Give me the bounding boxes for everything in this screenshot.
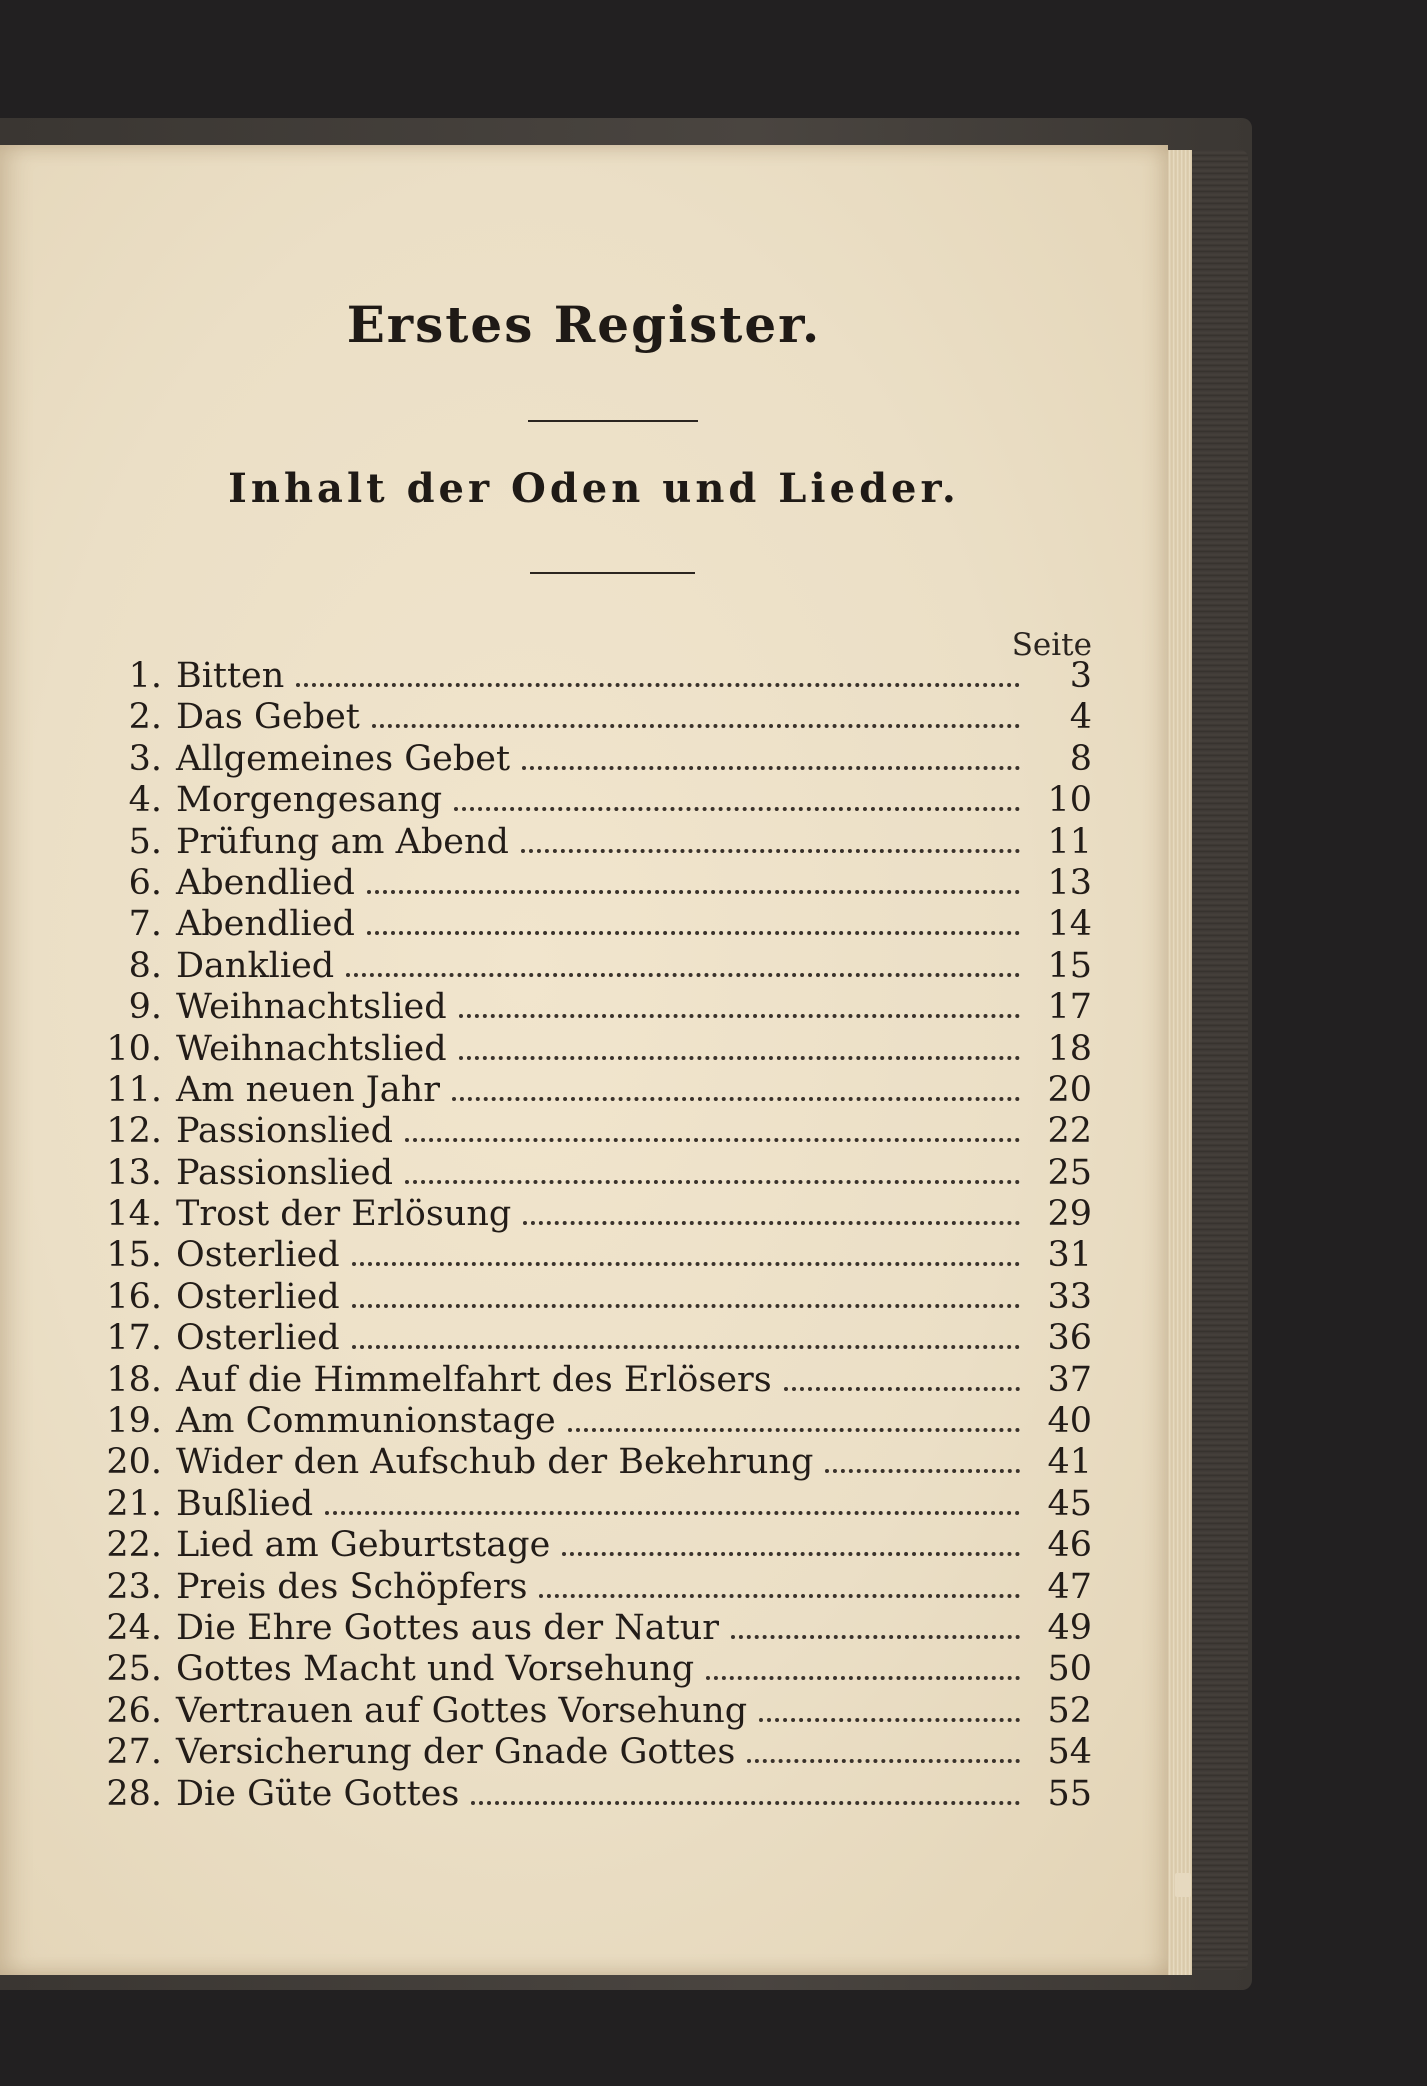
toc-entry bbox=[70, 1277, 1092, 1318]
entry-page: 15 bbox=[1047, 945, 1092, 986]
toc-entry bbox=[70, 1111, 1092, 1152]
dot-leader bbox=[346, 973, 1020, 977]
entry-page: 4 bbox=[1069, 697, 1092, 738]
entry-title: Passionslied bbox=[176, 1111, 394, 1152]
entry-page: 29 bbox=[1047, 1194, 1092, 1235]
toc-entry bbox=[70, 1029, 1092, 1070]
entry-page: 37 bbox=[1047, 1359, 1092, 1400]
entry-title: Danklied bbox=[176, 945, 335, 986]
toc-entry bbox=[70, 1194, 1092, 1235]
entry-title: Bußlied bbox=[176, 1483, 314, 1524]
entry-number: 13. bbox=[106, 1152, 162, 1193]
toc-entry bbox=[70, 1525, 1092, 1566]
entry-number: 20. bbox=[106, 1442, 162, 1483]
entry-number: 27. bbox=[106, 1732, 162, 1773]
entry-title: Auf die Himmelfahrt des Erlösers bbox=[176, 1359, 772, 1400]
toc-entry bbox=[70, 697, 1092, 738]
entry-title: Trost der Erlösung bbox=[176, 1194, 512, 1235]
dot-leader bbox=[539, 1594, 1020, 1598]
entry-page: 54 bbox=[1047, 1732, 1092, 1773]
entry-title: Weihnachtslied bbox=[176, 1028, 447, 1069]
entry-title: Abendlied bbox=[176, 862, 355, 903]
entry-page: 45 bbox=[1047, 1483, 1092, 1524]
entry-number: 1. bbox=[128, 656, 162, 696]
entry-page: 13 bbox=[1047, 862, 1092, 903]
entry-page: 31 bbox=[1047, 1235, 1092, 1276]
entry-title: Das Gebet bbox=[176, 697, 360, 738]
entry-title: Preis des Schöpfers bbox=[176, 1566, 528, 1607]
dot-leader bbox=[325, 1511, 1020, 1515]
entry-page: 22 bbox=[1047, 1111, 1092, 1152]
entry-number: 28. bbox=[106, 1773, 162, 1814]
toc-entry bbox=[70, 1484, 1092, 1525]
entry-title: Allgemeines Gebet bbox=[176, 738, 511, 779]
entry-page: 11 bbox=[1047, 821, 1092, 862]
dot-leader bbox=[706, 1676, 1020, 1680]
toc-entry bbox=[70, 1732, 1092, 1773]
entry-title: Lied am Geburtstage bbox=[176, 1525, 551, 1566]
entry-number: 9. bbox=[128, 987, 162, 1028]
dot-leader bbox=[459, 1014, 1020, 1018]
entry-number: 25. bbox=[106, 1649, 162, 1690]
page-column-label: Seite bbox=[1011, 627, 1092, 663]
toc-entry bbox=[70, 1567, 1092, 1608]
toc-entry bbox=[70, 1235, 1092, 1276]
entry-number: 17. bbox=[106, 1318, 162, 1359]
toc-entry bbox=[70, 1153, 1092, 1194]
entry-page: 50 bbox=[1047, 1649, 1092, 1690]
entry-title: Am neuen Jahr bbox=[176, 1069, 440, 1110]
cover-spine-edge bbox=[1188, 150, 1248, 1970]
dot-leader bbox=[352, 1345, 1020, 1349]
entry-number: 18. bbox=[106, 1359, 162, 1400]
entry-title: Die Ehre Gottes aus der Natur bbox=[176, 1607, 720, 1648]
toc-entry bbox=[70, 1401, 1092, 1442]
dot-leader bbox=[521, 849, 1020, 853]
dot-leader bbox=[522, 766, 1020, 770]
entry-title: Osterlied bbox=[176, 1318, 340, 1359]
dot-leader bbox=[367, 890, 1020, 894]
entry-page: 33 bbox=[1047, 1276, 1092, 1317]
dot-leader bbox=[459, 1056, 1020, 1060]
entry-number: 16. bbox=[106, 1276, 162, 1317]
entry-number: 10. bbox=[106, 1028, 162, 1069]
entry-number: 23. bbox=[106, 1566, 162, 1607]
dot-leader bbox=[405, 1138, 1020, 1142]
entry-number: 5. bbox=[128, 821, 162, 862]
toc-entry bbox=[70, 1070, 1092, 1111]
toc-entry bbox=[70, 1318, 1092, 1359]
dot-leader bbox=[352, 1304, 1020, 1308]
entry-title: Vertrauen auf Gottes Vorsehung bbox=[176, 1690, 748, 1731]
dot-leader bbox=[747, 1759, 1020, 1763]
toc-entry bbox=[70, 1774, 1092, 1815]
toc-entry bbox=[70, 904, 1092, 945]
entry-page: 18 bbox=[1047, 1028, 1092, 1069]
toc-entry bbox=[70, 1360, 1092, 1401]
toc-entry bbox=[70, 1608, 1092, 1649]
toc-entry bbox=[70, 987, 1092, 1028]
entry-number: 6. bbox=[128, 862, 162, 903]
entry-title: Versicherung der Gnade Gottes bbox=[176, 1732, 736, 1773]
dot-leader bbox=[454, 807, 1020, 811]
dot-leader bbox=[452, 1097, 1020, 1101]
entry-page: 25 bbox=[1047, 1152, 1092, 1193]
entry-title: Passionslied bbox=[176, 1152, 394, 1193]
entry-page: 40 bbox=[1047, 1401, 1092, 1442]
entry-title: Abendlied bbox=[176, 904, 355, 945]
toc-entry bbox=[70, 863, 1092, 904]
entry-page: 46 bbox=[1047, 1525, 1092, 1566]
dot-leader bbox=[296, 683, 1020, 687]
toc-entry bbox=[70, 946, 1092, 987]
entry-page: 36 bbox=[1047, 1318, 1092, 1359]
toc-entry bbox=[70, 739, 1092, 780]
entry-page: 49 bbox=[1047, 1607, 1092, 1648]
entry-number: 14. bbox=[106, 1194, 162, 1235]
entry-number: 24. bbox=[106, 1607, 162, 1648]
entry-page: 3 bbox=[1069, 656, 1092, 696]
entry-number: 21. bbox=[106, 1483, 162, 1524]
entry-page: 41 bbox=[1047, 1442, 1092, 1483]
toc-entry bbox=[70, 780, 1092, 821]
entry-title: Morgengesang bbox=[176, 780, 443, 821]
entry-title: Osterlied bbox=[176, 1276, 340, 1317]
dot-leader bbox=[759, 1718, 1020, 1722]
toc-entry bbox=[70, 1649, 1092, 1690]
entry-number: 3. bbox=[128, 738, 162, 779]
entry-title: Bitten bbox=[176, 656, 285, 696]
dot-leader bbox=[405, 1180, 1020, 1184]
toc-entry bbox=[70, 656, 1092, 697]
title-divider bbox=[528, 420, 698, 422]
entry-number: 22. bbox=[106, 1525, 162, 1566]
dot-leader bbox=[568, 1428, 1020, 1432]
entry-page: 14 bbox=[1047, 904, 1092, 945]
toc-entry bbox=[70, 822, 1092, 863]
entry-page: 20 bbox=[1047, 1069, 1092, 1110]
dot-leader bbox=[523, 1221, 1020, 1225]
entry-number: 26. bbox=[106, 1690, 162, 1731]
dot-leader bbox=[471, 1801, 1020, 1805]
entry-page: 55 bbox=[1047, 1773, 1092, 1814]
entry-number: 12. bbox=[106, 1111, 162, 1152]
entry-page: 10 bbox=[1047, 780, 1092, 821]
page-title: Erstes Register. bbox=[346, 295, 822, 354]
dot-leader bbox=[352, 1262, 1020, 1266]
entry-number: 19. bbox=[106, 1401, 162, 1442]
entry-number: 4. bbox=[128, 780, 162, 821]
entry-title: Die Güte Gottes bbox=[176, 1773, 460, 1814]
page-corner-tab bbox=[1175, 1873, 1191, 1897]
table-of-contents bbox=[70, 656, 1092, 1815]
entry-title: Osterlied bbox=[176, 1235, 340, 1276]
entry-number: 8. bbox=[128, 945, 162, 986]
entry-title: Gottes Macht und Vorsehung bbox=[176, 1649, 695, 1690]
book-page bbox=[0, 145, 1168, 1975]
entry-number: 15. bbox=[106, 1235, 162, 1276]
entry-number: 11. bbox=[106, 1069, 162, 1110]
entry-number: 7. bbox=[128, 904, 162, 945]
entry-page: 52 bbox=[1047, 1690, 1092, 1731]
entry-page: 47 bbox=[1047, 1566, 1092, 1607]
dot-leader bbox=[367, 931, 1020, 935]
entry-page: 17 bbox=[1047, 987, 1092, 1028]
entry-number: 2. bbox=[128, 697, 162, 738]
entry-page: 8 bbox=[1069, 738, 1092, 779]
page-subtitle: Inhalt der Oden und Lieder. bbox=[228, 465, 960, 512]
entry-title: Am Communionstage bbox=[176, 1401, 556, 1442]
dot-leader bbox=[731, 1635, 1020, 1639]
subtitle-divider bbox=[530, 572, 695, 574]
dot-leader bbox=[825, 1469, 1020, 1473]
dot-leader bbox=[784, 1387, 1020, 1391]
toc-entry bbox=[70, 1442, 1092, 1483]
entry-title: Prüfung am Abend bbox=[176, 821, 509, 862]
dot-leader bbox=[562, 1552, 1020, 1556]
entry-title: Weihnachtslied bbox=[176, 987, 447, 1028]
entry-title: Wider den Aufschub der Bekehrung bbox=[176, 1442, 814, 1483]
toc-entry bbox=[70, 1691, 1092, 1732]
dot-leader bbox=[372, 724, 1020, 728]
